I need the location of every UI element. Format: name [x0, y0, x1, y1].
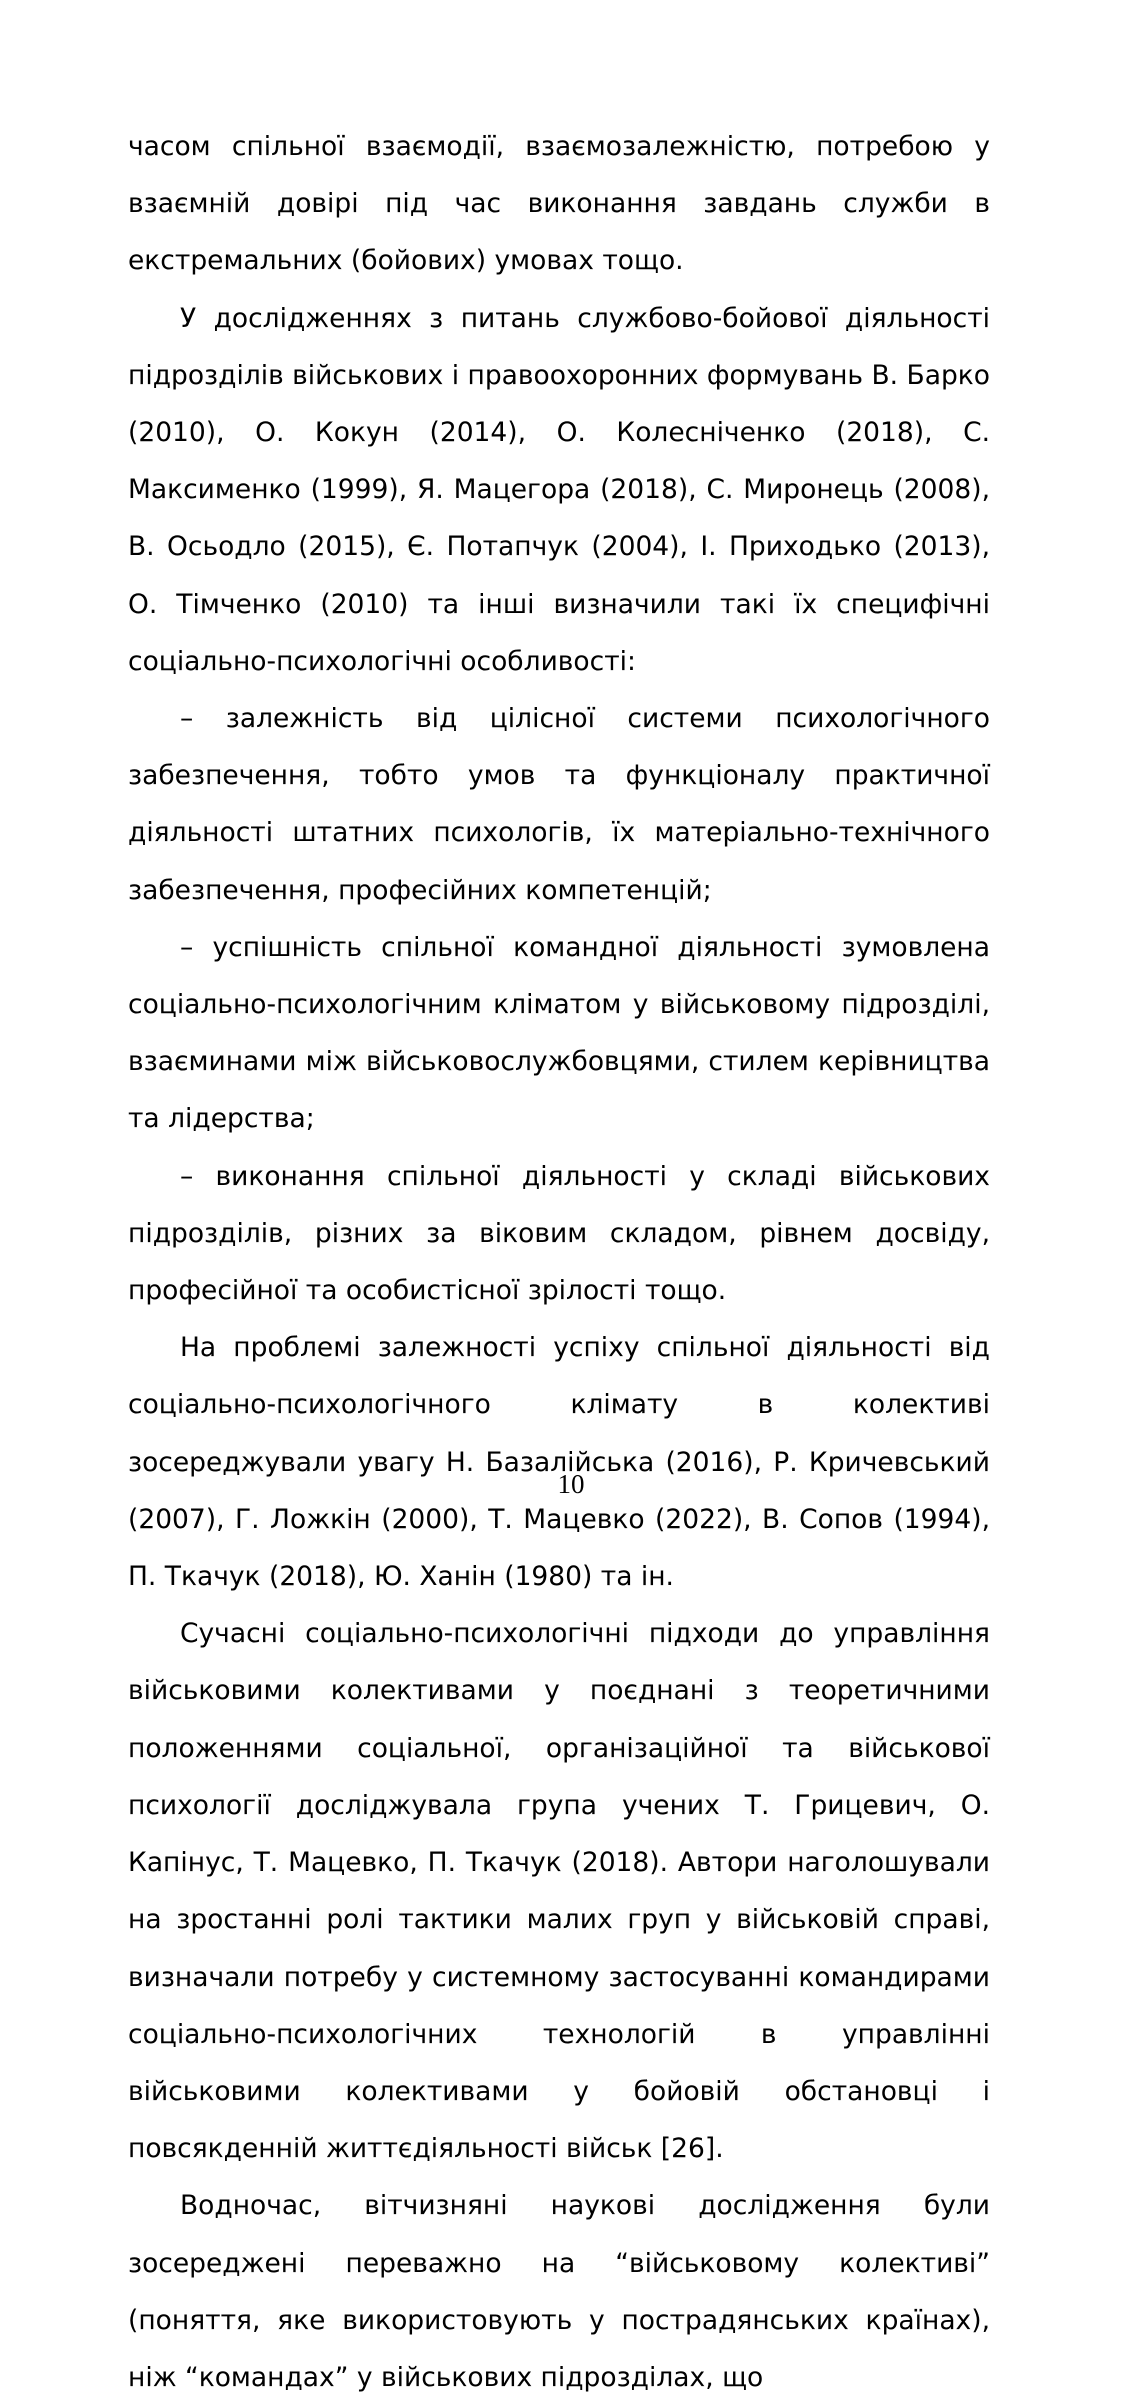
paragraph-5: – виконання спільної діяльності у складі військових підрозділів, різних за віковим складом, рівнем досвіду, професійної та особистісної зрілості тощо. — [128, 1160, 990, 1307]
paragraph-2: У дослідженнях з питань службово-бойової діяльності підрозділів військових і правоохоронних формувань В. Барко (2010), О. Кокун (2014), О. Колесніченко (2018), С. Максименко (1999), Я. Мацегора (2018), С. Миронець (2008), В. Осьодло (2015), Є. Потапчук (2004), І. Приходько (2013), О. Тімченко (2010) та інші визначили такі їх специфічні соціально-психологічні особливості: — [128, 302, 990, 677]
body-text-column — [128, 118, 990, 2406]
paragraph-8: Водночас, вітчизняні наукові дослідження були зосереджені переважно на “військовому колективі” (поняття, яке використовують у пострадянських країнах), ніж “командах” у військових підрозділах, що — [128, 2190, 990, 2393]
paragraph-6: На проблемі залежності успіху спільної діяльності від соціально-психологічного клімату в колективі зосереджували увагу Н. Базалійська (2016), Р. Кричевський (2007), Г. Ложкін (2000), Т. Мацевко (2022), В. Сопов (1994), П. Ткачук (2018), Ю. Ханін (1980) та ін. — [128, 1332, 990, 1593]
paragraph-4: – успішність спільної командної діяльності зумовлена соціально-психологічним кліматом у військовому підрозділі, взаєминами між військовослужбовцями, стилем керівництва та лідерства; — [128, 931, 990, 1135]
page-number: 10 — [557, 1469, 585, 1499]
paragraph-7: Сучасні соціально-психологічні підходи до управління військовими колективами у поєднані з теоретичними положеннями соціальної, організаційної та військової психології досліджувала група учених Т. Грицевич, О. Капінус, Т. Мацевко, П. Ткачук (2018). Автори наголошували на зростанні ролі тактики малих груп у військовій справі, визначали потребу у системному застосуванні командирами соціально-психологічних технологій в управлінні військовими колективами у бойовій обстановці і повсякденній життєдіяльності військ [26]. — [128, 1618, 990, 2165]
paragraph-1: часом спільної взаємодії, взаємозалежністю, потребою у взаємній довірі під час виконання завдань служби в екстремальних (бойових) умовах тощо. — [128, 131, 990, 277]
paragraph-3: – залежність від цілісної системи психологічного забезпечення, тобто умов та функціоналу практичної діяльності штатних психологів, їх матеріально-технічного забезпечення, професійних компетенцій; — [128, 703, 990, 906]
